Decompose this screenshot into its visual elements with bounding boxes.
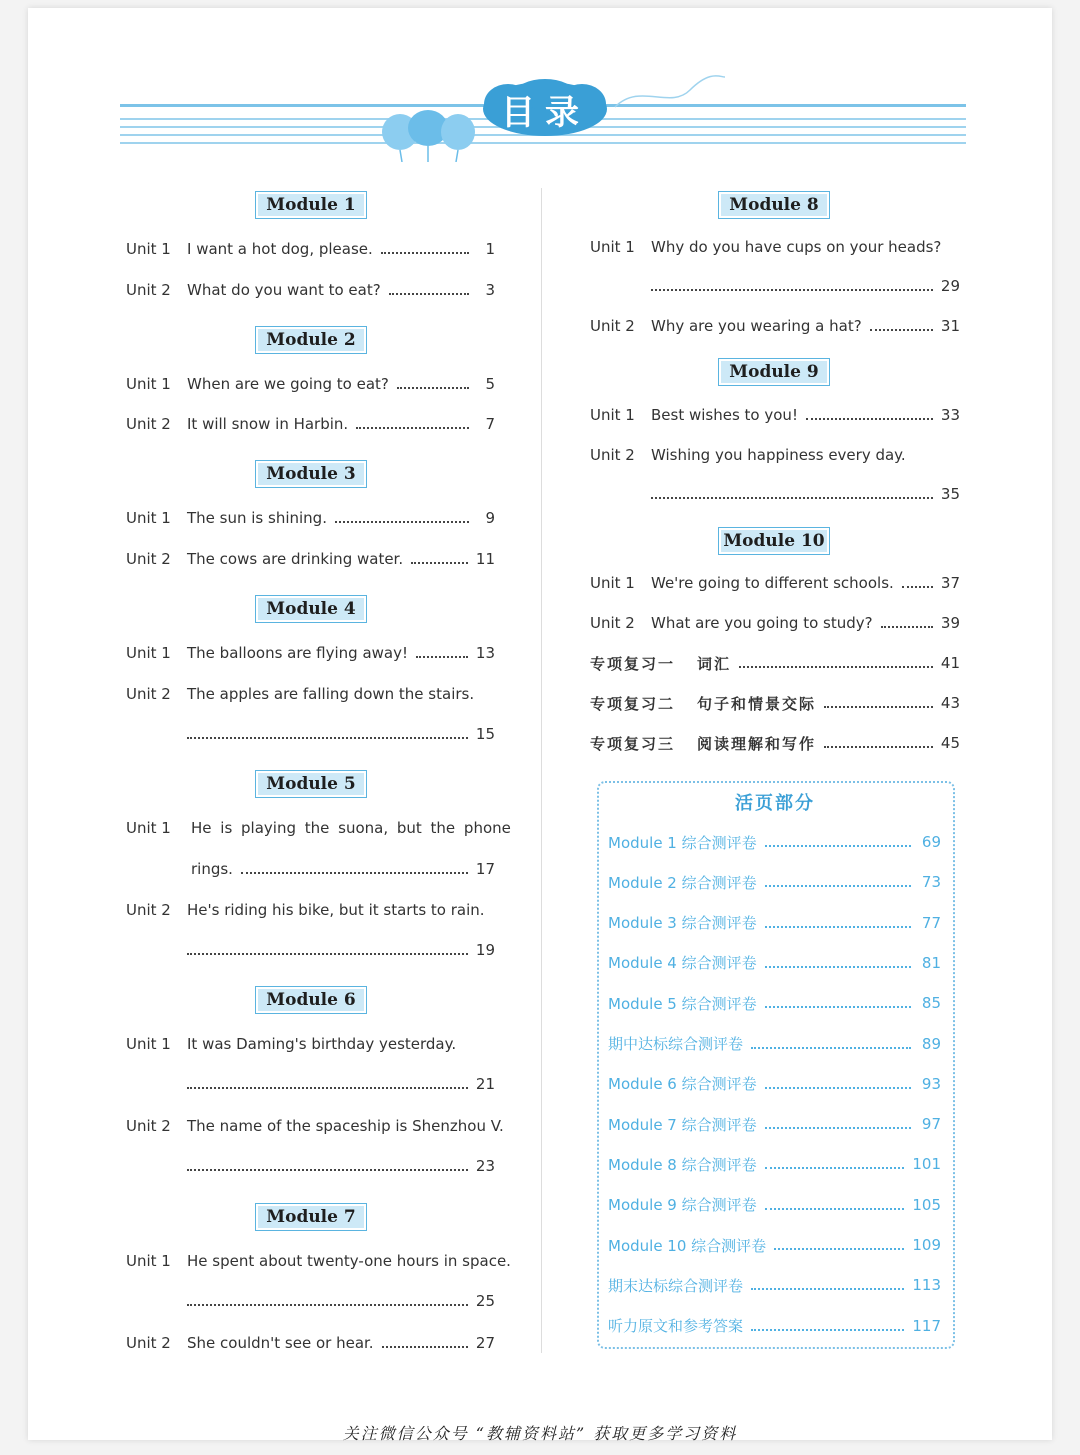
toc-entry-continuation[interactable] (187, 1290, 495, 1312)
unit-label: Unit 1 (126, 819, 171, 837)
toc-entry[interactable] (126, 683, 495, 705)
loose-leaf-entry[interactable] (608, 992, 941, 1014)
footer-note: 关注微信公众号 “教辅资料站” 获取更多学习资料 (342, 1424, 738, 1443)
leader-dots (356, 417, 469, 429)
page-number: 45 (940, 734, 960, 752)
loose-leaf-entry[interactable] (608, 1113, 941, 1135)
leader-dots (651, 279, 933, 291)
unit-label: Unit 2 (126, 281, 171, 299)
entry-title: We're going to different schools. (651, 574, 894, 592)
toc-entry-continuation[interactable] (187, 1073, 495, 1095)
module-badge: Module 2 (255, 326, 367, 354)
page-number: 11 (475, 550, 495, 568)
page-number: 29 (940, 277, 960, 295)
entry-title-continued: rings. (191, 860, 233, 878)
toc-entry-continuation[interactable] (187, 1155, 495, 1177)
page-number: 19 (475, 941, 495, 959)
leader-dots (870, 319, 933, 331)
leader-dots (381, 242, 469, 254)
leader-dots (765, 875, 911, 887)
entry-title: Module 5 综合测评卷 (608, 994, 757, 1013)
page-number: 69 (921, 833, 941, 851)
leader-dots (751, 1037, 911, 1049)
leader-dots (389, 283, 469, 295)
module-badge: Module 9 (718, 358, 830, 386)
leader-dots (411, 552, 468, 564)
module-badge: Module 4 (255, 595, 367, 623)
entry-title: Best wishes to you! (651, 406, 798, 424)
entry-title: He spent about twenty-one hours in space. (187, 1252, 511, 1270)
unit-label: Unit 2 (126, 1117, 171, 1135)
entry-title: It will snow in Harbin. (187, 415, 349, 433)
page-number: 105 (912, 1195, 941, 1214)
toc-entry-review[interactable] (590, 732, 960, 754)
toc-entry[interactable] (126, 279, 495, 301)
page-number: 33 (940, 406, 960, 424)
page-number: 3 (485, 281, 495, 299)
unit-label: Unit 1 (590, 238, 635, 256)
leader-dots (765, 835, 911, 847)
page-number: 77 (921, 913, 941, 932)
page-number: 97 (921, 1115, 941, 1134)
entry-title: The name of the spaceship is Shenzhou V. (187, 1117, 504, 1135)
loose-leaf-entry[interactable] (608, 871, 941, 893)
loose-leaf-entry[interactable] (608, 912, 941, 934)
toc-entry-review[interactable] (590, 652, 960, 674)
page-number: 17 (475, 860, 495, 878)
unit-label: Unit 1 (126, 240, 171, 258)
entry-title: He is playing the suona, but the phone (191, 819, 511, 837)
entry-title: 句子和情景交际 (697, 694, 817, 713)
page-number: 81 (921, 953, 941, 972)
entry-title: He's riding his bike, but it starts to rain. (187, 901, 485, 919)
toc-entry[interactable] (126, 642, 495, 664)
toc-entry[interactable] (126, 548, 495, 570)
page-number: 21 (475, 1075, 495, 1093)
unit-label: Unit 1 (126, 644, 171, 662)
page-number: 39 (940, 614, 960, 632)
loose-leaf-box (597, 781, 955, 1349)
unit-label: Unit 2 (590, 614, 635, 632)
entry-title: The sun is shining. (187, 509, 327, 527)
unit-label: Unit 2 (126, 1334, 171, 1352)
toc-entry[interactable] (126, 817, 511, 839)
leader-dots (824, 696, 933, 708)
leader-dots (397, 377, 469, 389)
page-number: 37 (940, 574, 960, 592)
page-number: 35 (940, 485, 960, 503)
toc-entry[interactable] (126, 1250, 511, 1272)
loose-leaf-entry[interactable] (608, 1274, 941, 1296)
unit-label: Unit 1 (126, 375, 171, 393)
unit-label: Unit 1 (126, 509, 171, 527)
toc-entry-continuation[interactable] (651, 483, 960, 505)
entry-title: She couldn't see or hear. (187, 1334, 374, 1352)
loose-leaf-entry[interactable] (608, 1194, 941, 1216)
header-rule (120, 142, 966, 144)
entry-title: What do you want to eat? (187, 281, 381, 299)
page-number: 5 (485, 375, 495, 393)
toc-entry-review[interactable] (590, 692, 960, 714)
leader-dots (335, 511, 469, 523)
entry-title: Module 8 综合测评卷 (608, 1155, 757, 1174)
review-label: 专项复习三 (590, 734, 676, 753)
leader-dots (739, 656, 933, 668)
toc-entry[interactable] (126, 1033, 495, 1055)
loose-leaf-entry[interactable] (608, 952, 941, 974)
toc-entry[interactable] (126, 238, 495, 260)
unit-label: Unit 2 (126, 415, 171, 433)
leader-dots (751, 1278, 904, 1290)
toc-entry-continuation[interactable] (187, 939, 495, 961)
toc-entry[interactable] (590, 404, 960, 426)
leader-dots (651, 487, 933, 499)
module-badge: Module 8 (718, 191, 830, 219)
unit-label: Unit 2 (126, 685, 171, 703)
leader-dots (824, 736, 933, 748)
loose-leaf-entry[interactable] (608, 1073, 941, 1095)
unit-label: Unit 1 (590, 406, 635, 424)
toc-entry[interactable] (590, 444, 960, 466)
module-badge: Module 7 (255, 1203, 367, 1231)
page-number: 31 (940, 317, 960, 335)
entry-title: Module 1 综合测评卷 (608, 833, 757, 852)
entry-title: 听力原文和参考答案 (608, 1317, 744, 1336)
loose-leaf-entry[interactable] (608, 1234, 941, 1256)
entry-title: Wishing you happiness every day. (651, 446, 906, 464)
page-number: 1 (485, 240, 495, 258)
page-number: 41 (940, 654, 960, 672)
page-number: 23 (475, 1157, 495, 1175)
leader-dots (881, 616, 933, 628)
loose-leaf-entry[interactable] (608, 1153, 941, 1175)
unit-label: Unit 2 (126, 550, 171, 568)
column-divider (541, 188, 542, 1353)
toc-entry[interactable] (126, 373, 495, 395)
entry-title: The cows are drinking water. (187, 550, 404, 568)
entry-title: The apples are falling down the stairs. (187, 685, 475, 703)
entry-title: I want a hot dog, please. (187, 240, 373, 258)
page-number: 113 (912, 1276, 941, 1295)
entry-title: When are we going to eat? (187, 375, 389, 393)
unit-label: Unit 2 (590, 317, 635, 335)
toc-entry-continuation[interactable] (187, 723, 495, 745)
leader-dots (765, 1198, 905, 1210)
page-number: 101 (912, 1155, 941, 1174)
leader-dots (765, 956, 911, 968)
module-badge: Module 10 (718, 527, 830, 555)
toc-entry[interactable] (126, 507, 495, 529)
leader-dots (187, 943, 468, 955)
leader-dots (765, 1077, 911, 1089)
loose-leaf-title: 活页部分 (735, 793, 815, 814)
leader-dots (187, 727, 468, 739)
leader-dots (382, 1336, 468, 1348)
module-badge: Module 3 (255, 460, 367, 488)
unit-label: Unit 1 (126, 1252, 171, 1270)
leader-dots (806, 408, 933, 420)
entry-title: 期中达标综合测评卷 (608, 1035, 744, 1053)
review-label: 专项复习二 (590, 694, 676, 713)
toc-entry[interactable] (126, 1332, 495, 1354)
page-number: 109 (912, 1236, 941, 1254)
leader-dots (187, 1077, 468, 1089)
toc-entry[interactable] (126, 413, 495, 435)
swirl-decoration (610, 72, 730, 112)
page-number: 25 (475, 1292, 495, 1310)
module-badge: Module 5 (255, 770, 367, 798)
toc-entry[interactable] (126, 899, 495, 921)
toc-entry[interactable] (590, 315, 960, 337)
leader-dots (765, 1117, 911, 1129)
entry-title: The balloons are flying away! (187, 644, 409, 662)
page-number: 85 (921, 994, 941, 1013)
page-title: 目录 (501, 92, 589, 133)
page-number: 43 (940, 694, 960, 712)
leader-dots (765, 1157, 905, 1169)
entry-title: 词汇 (697, 654, 732, 673)
loose-leaf-entry[interactable] (608, 831, 941, 853)
entry-title: Module 10 综合测评卷 (608, 1236, 767, 1255)
toc-entry-continuation[interactable] (651, 275, 960, 297)
leader-dots (187, 1294, 468, 1306)
entry-title: Module 2 综合测评卷 (608, 873, 757, 892)
leader-dots (774, 1238, 904, 1250)
unit-label: Unit 2 (590, 446, 635, 464)
page-number: 117 (912, 1316, 941, 1335)
entry-title: Module 7 综合测评卷 (608, 1115, 757, 1134)
toc-entry[interactable] (590, 572, 960, 594)
entry-title: Why do you have cups on your heads? (651, 238, 942, 256)
leader-dots (241, 862, 468, 874)
leader-dots (416, 646, 468, 658)
toc-entry[interactable] (590, 612, 960, 634)
page-number: 15 (475, 725, 495, 743)
toc-entry-continuation[interactable] (191, 858, 495, 880)
toc-entry[interactable] (590, 236, 960, 258)
page-number: 93 (921, 1074, 941, 1093)
entry-title: Why are you wearing a hat? (651, 317, 862, 335)
entry-title: Module 6 综合测评卷 (608, 1075, 757, 1094)
module-badge: Module 6 (255, 986, 367, 1014)
page-number: 27 (475, 1334, 495, 1352)
entry-title: Module 4 综合测评卷 (608, 954, 757, 973)
page-number: 9 (485, 509, 495, 527)
leader-dots (902, 576, 933, 588)
toc-entry[interactable] (126, 1115, 504, 1137)
loose-leaf-entry[interactable] (608, 1033, 941, 1055)
entry-title: 期末达标综合测评卷 (608, 1276, 744, 1295)
entry-title: 阅读理解和写作 (697, 734, 817, 753)
page-number: 13 (475, 644, 495, 662)
review-label: 专项复习一 (590, 654, 676, 673)
loose-leaf-entry[interactable] (608, 1315, 941, 1337)
leader-dots (765, 916, 911, 928)
page-number: 73 (921, 873, 941, 892)
leader-dots (765, 996, 911, 1008)
entry-title: Module 9 综合测评卷 (608, 1196, 757, 1215)
unit-label: Unit 1 (126, 1035, 171, 1053)
unit-label: Unit 1 (590, 574, 635, 592)
page-number: 7 (485, 415, 495, 433)
leader-dots (751, 1319, 904, 1331)
module-badge: Module 1 (255, 191, 367, 219)
entry-title: What are you going to study? (651, 614, 873, 632)
page-number: 89 (921, 1034, 941, 1053)
unit-label: Unit 2 (126, 901, 171, 919)
entry-title: Module 3 综合测评卷 (608, 914, 757, 933)
balloon-icon (378, 110, 478, 162)
entry-title: It was Daming's birthday yesterday. (187, 1035, 457, 1053)
leader-dots (187, 1159, 468, 1171)
